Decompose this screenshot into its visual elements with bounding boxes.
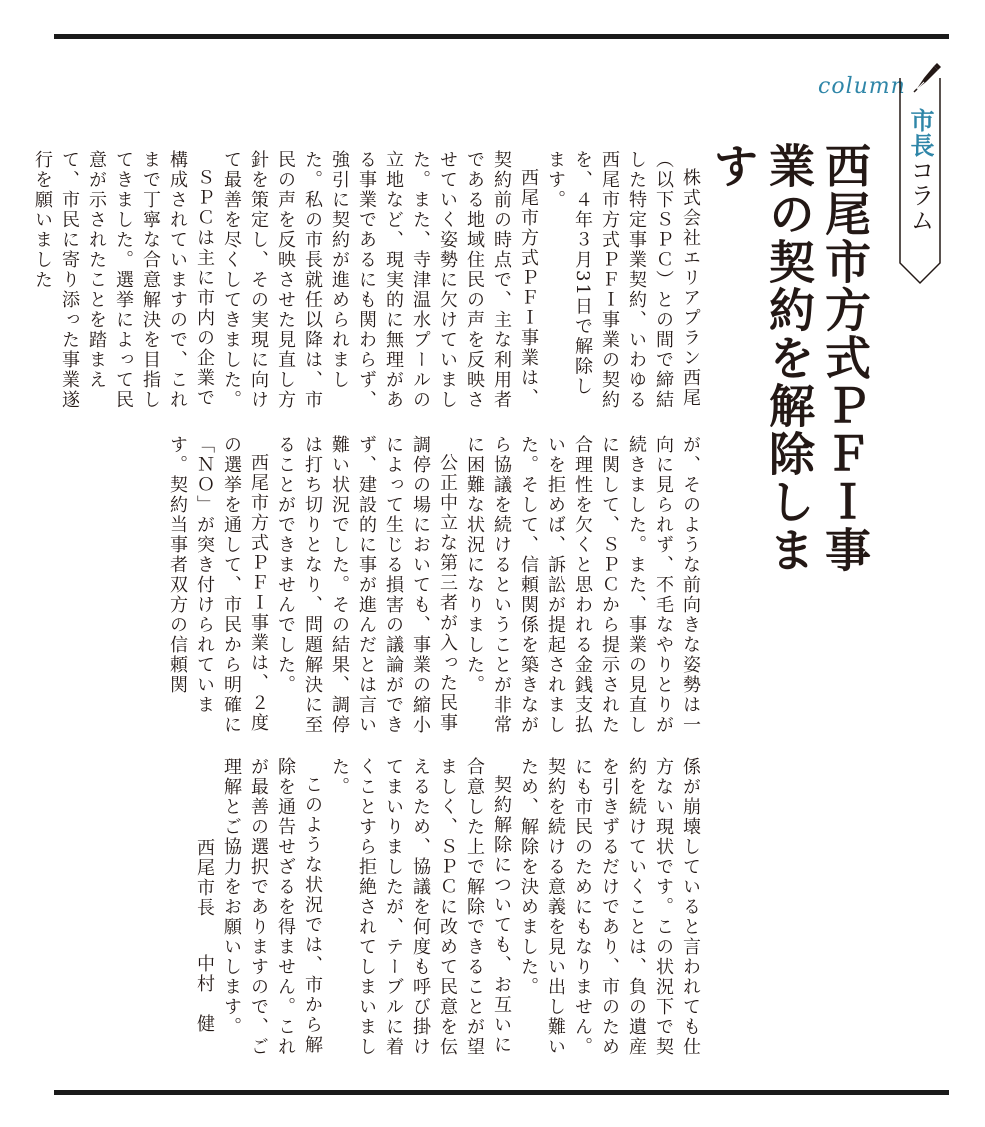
signature: [191, 757, 218, 1067]
signature-title: 西尾市長: [194, 838, 215, 918]
article-body: [32, 150, 704, 1070]
article-block-3: [54, 757, 704, 1067]
article-block-2: [54, 435, 704, 737]
paragraph: 西尾市方式ＰＦＩ事業は、２度の選挙を通して、市民から明確に「ＮＯ」が突き付けられています。契約当事者双方の信頼関: [167, 435, 269, 735]
column-label: column: [818, 74, 906, 99]
top-rule: [54, 34, 949, 39]
mayor-column-badge: [899, 78, 941, 288]
page-title: 西尾市方式ＰＦＩ事業の契約を解除します: [706, 142, 872, 574]
paragraph: が、そのような前向きな姿勢は一向に見られず、不毛なやりとりが続きました。また、事業の見直しに関して、ＳＰＣから提示された合理性を欠くと思われる金銭支払いを拒めば、訴訟が提起されました。そして、信頼関係を築きながら協議を続けるということが非常に困難な状況になりました。: [464, 435, 701, 735]
paragraph: 公正中立な第三者が入った民事調停の場においても、事業の縮小によって生じる損害の議論ができず、建設的に事が進んだとは言い難い状況でした。その結果、調停は打ち切りとなり、問題解決に至ることができませんでした。: [275, 435, 458, 735]
signature-name: 中村 健: [194, 954, 215, 1034]
bottom-rule: [54, 1090, 949, 1095]
paragraph: このような状況では、市から解除を通告せざるを得ません。これが最善の選択でありますので、ご理解とご協力をお願いします。: [221, 757, 323, 1057]
badge-rest: コラム: [906, 158, 934, 233]
badge-text: [899, 108, 941, 288]
badge-accent: 市長: [906, 108, 934, 158]
article-block-1: [32, 150, 704, 410]
paragraph: 西尾市方式ＰＦＩ事業は、契約前の時点で、主な利用者である地域住民の声を反映させていく姿勢に欠けていました。また、寺津温水プールの立地など、現実的に無理がある事業であるにも関わらず、強引に契約が進められました。私の市長就任以降は、市民の声を反映させた見直し方針を策定し、その実現に向けて最善を尽くしてきました。: [221, 150, 539, 410]
paragraph: 契約解除についても、お互いに合意した上で解除できることが望ましく、ＳＰＣに改めて民意を伝えるため、協議を何度も呼び掛けてまいりましたが、テーブルに着くことすら拒絶されてしまいました。: [329, 757, 512, 1057]
paragraph: 係が崩壊していると言われても仕方ない現状です。この状況下で契約を続けていくことは、負の遺産を引きずるだけであり、市のためにも市民のためにもなりません。契約を続ける意義を見い出し難いため、解除を決めました。: [518, 757, 701, 1057]
paragraph: 株式会社エリアプラン西尾（以下ＳＰＣ）との間で締結した特定事業契約、いわゆる西尾市方式ＰＦＩ事業の契約を、４年３月31日で解除します。: [545, 150, 701, 410]
paragraph: ＳＰＣは主に市内の企業で構成されていますので、これまで丁寧な合意解決を目指してきました。選挙によって民意が示されたことを踏まえて、市民に寄り添った事業遂行を願いました: [32, 150, 215, 410]
